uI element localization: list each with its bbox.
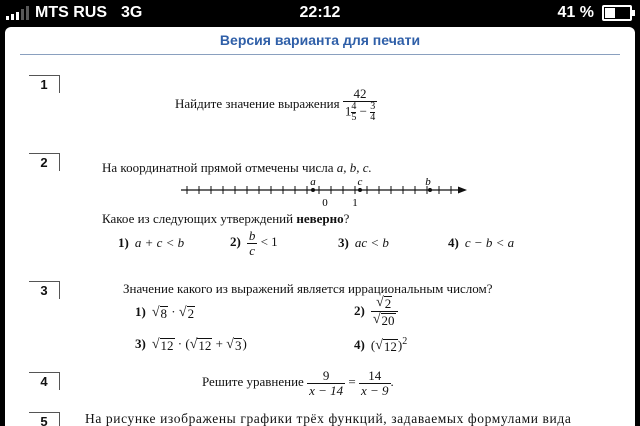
q2-question [102,211,349,227]
battery-percent: 41 % [557,4,594,21]
q2-option-2-number: 2) [230,234,241,250]
q1-frac1-num: 4 [351,100,357,112]
q4-equals: = [348,374,356,390]
q3-option-4-a: 12 [383,339,397,355]
q1-fraction [343,87,377,123]
q2-option-4-text: c − b < a [464,235,515,250]
q2-option-3-text: ac < b [354,235,389,250]
q3-option-1-a: 8 [160,306,168,321]
network-type: 3G [121,4,143,21]
title-divider [20,54,620,55]
question-number-1: 1 [29,75,60,93]
question-number-3: 3 [29,281,60,299]
point-b [428,188,432,192]
point-a [311,188,315,192]
q1-denominator [343,101,377,123]
sqrt-2: √ 2 [178,305,195,321]
q2-vars: a, b, c. [336,160,372,175]
question-4 [202,369,394,397]
number-line [175,176,475,212]
q1-whole: 1 [344,103,352,119]
q1-frac2-den: 4 [370,111,376,123]
q2-option-4-number: 4) [448,235,459,250]
question-number-5: 5 [29,412,60,426]
axis-arrow-icon [458,187,467,194]
q2-question-end: ? [343,211,350,226]
q4-lhs-den: x − 14 [309,382,344,398]
q1-numerator: 42 [353,86,367,101]
q3-option-2-den: √ 20 [371,311,398,328]
q2-option-2-num: b [248,228,256,243]
battery-icon [602,5,632,21]
q5-prompt: На рисунке изображены графики трёх функций, задаваемых формулами вида [85,411,572,426]
carrier-name: MTS RUS [35,4,107,21]
battery-fill [605,8,615,18]
q2-option-1-number: 1) [118,235,129,250]
label-0: 0 [322,197,328,209]
q3-option-3-open: ( [185,336,190,351]
q2-question-text: Какое из следующих утверждений [102,211,297,226]
q3-option-3-a: 12 [160,338,174,353]
q1-frac1 [351,102,356,123]
point-c [358,188,362,192]
q3-option-2-num-val: 2 [384,296,392,311]
q3-option-4-open: ( [370,337,376,353]
q3-option-3-number: 3) [135,336,146,351]
q3-option-2-num: √ 2 [376,295,392,311]
q4-rhs-fraction [359,369,391,397]
q3-option-2[interactable] [354,295,398,329]
q3-option-3-plus: + [215,336,223,351]
q2-question-bold: неверно [296,211,344,226]
q3-option-4-exp: 2 [402,336,408,347]
status-bar [0,0,640,27]
question-1 [175,87,377,123]
q3-option-1[interactable] [135,304,195,321]
label-1: 1 [352,197,358,209]
q3-option-4-number: 4) [354,337,365,353]
q1-frac1-den: 5 [351,111,357,123]
q3-option-1-op: · [171,304,176,319]
print-page[interactable] [5,27,635,426]
q3-option-2-fraction [371,295,398,329]
q2-option-2[interactable] [230,229,278,257]
label-b: b [425,176,431,188]
q1-prompt: Найдите значение выражения [175,95,340,111]
status-right [558,4,632,22]
q1-frac2-num: 3 [370,100,376,112]
q2-option-2-fraction [247,229,258,257]
label-c: c [357,176,363,188]
q2-option-1[interactable] [118,235,184,251]
q3-option-3-op: · [177,336,183,351]
q2-option-3[interactable] [338,235,389,251]
label-a: a [310,176,316,188]
question-number-2: 2 [29,153,60,171]
q4-lhs-fraction [307,369,345,397]
q4-end: . [390,374,394,390]
q3-prompt: Значение какого из выражений является иррациональным числом? [123,281,493,296]
question-number-4: 4 [29,372,60,390]
q3-option-2-number: 2) [354,302,365,318]
q2-option-1-text: a + c < b [134,235,185,250]
q3-option-3-c: 3 [234,338,242,353]
q3-option-1-b: 2 [187,306,195,321]
q3-option-1-number: 1) [135,304,146,319]
q2-option-2-rest: < 1 [260,234,278,250]
q3-option-3[interactable]: 3) √ 12 · ( √ 12 + √ 3 ) [135,336,247,353]
q2-option-2-den: c [249,242,255,258]
q2-option-4[interactable] [448,235,514,251]
q3-option-3-b: 12 [198,338,212,353]
sqrt-8: √ 8 [151,305,168,321]
status-time: 22:12 [299,4,341,21]
q4-prompt: Решите уравнение [202,374,304,390]
q1-frac2 [370,102,375,123]
q4-lhs-num: 9 [322,368,330,383]
q4-rhs-num: 14 [368,368,382,383]
q1-minus: − [359,103,367,119]
q3-option-2-den-val: 20 [381,313,395,329]
q2-prompt-text: На координатной прямой отмечены числа [102,160,337,175]
q2-option-3-number: 3) [338,235,349,250]
q3-option-4[interactable]: 4) ( √ 12 )$^2$ [354,336,408,355]
q3-option-3-close: ) [242,336,247,351]
q4-rhs-den: x − 9 [360,382,389,398]
page-title: Версия варианта для печати [219,32,421,48]
q2-prompt [102,160,372,176]
q3-option-4-close: ) [397,337,403,353]
